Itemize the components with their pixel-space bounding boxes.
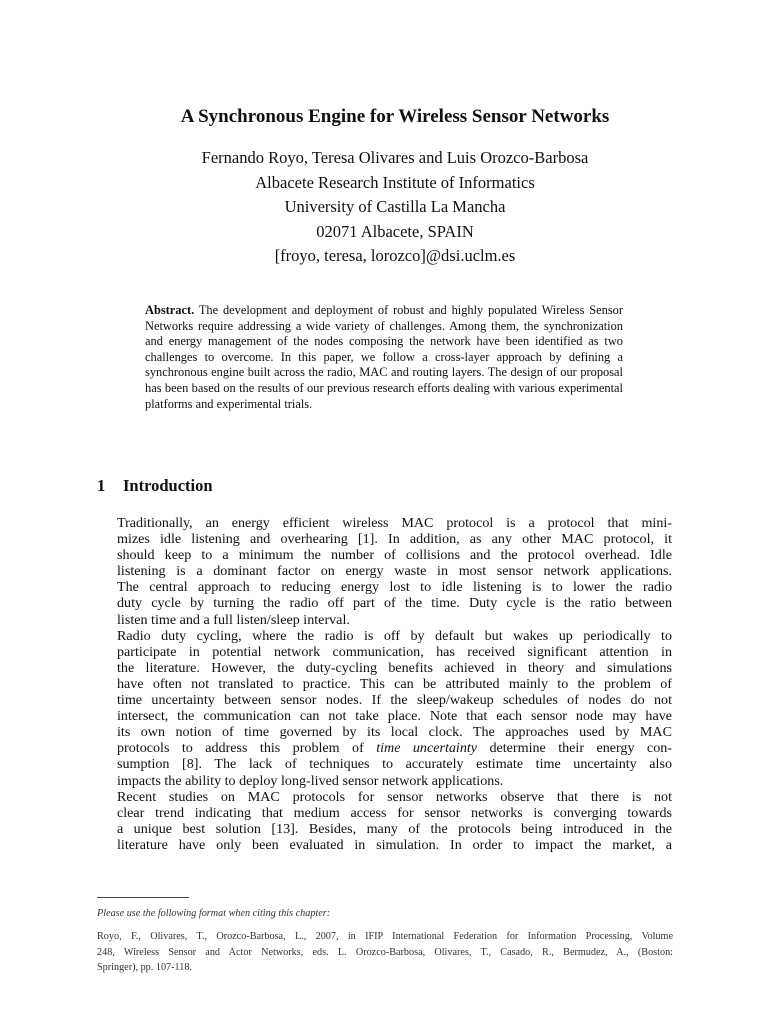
author-address: 02071 Albacete, SPAIN	[316, 221, 474, 241]
abstract-text: The development and deployment of robust and highly populated Wireless Sensor Networks require addressing a wide variety of challenges. Among them, the synchronization and energy management of the nodes composing the network have been identified as two challenges to overcome. In this paper, we follow a cross-layer approach by defining a synchronous engine built across the radio, MAC and routing layers. The design of our proposal has been based on the results of our previous research efforts dealing with various experimental platforms and experimental trials.	[145, 303, 624, 411]
paragraph-line: impacts the ability to deploy long-lived sensor network applications.	[117, 772, 504, 789]
paragraph-line: a unique best solution [13]. Besides, many of the protocols being introduced in the	[117, 820, 672, 837]
section-title: Introduction	[123, 476, 213, 495]
paragraph-line: The central approach to reducing energy lost to idle listening is to lower the radio	[117, 579, 672, 596]
paragraph-line: time uncertainty between sensor nodes. If the sleep/wakeup schedules of nodes do not	[117, 692, 672, 709]
paragraph-line: participate in potential network communication, has received significant attention in	[117, 643, 672, 660]
author-names: Fernando Royo, Teresa Olivares and Luis Orozco-Barbosa	[201, 148, 589, 167]
citation-line: 248, Wireless Sensor and Actor Networks, eds. L. Orozco-Barbosa, Olivares, T., Casado, R., Bermudez, A., (Boston:	[97, 946, 673, 958]
abstract	[145, 303, 623, 412]
paragraph	[97, 628, 672, 789]
author-emails: [froyo, teresa, lorozco]@dsi.uclm.es	[274, 246, 516, 265]
paragraph-line: protocols to address this problem of time uncertainty determine their energy con-	[117, 740, 672, 757]
citation-note: Please use the following format when citing this chapter:	[97, 908, 331, 919]
emphasis: time uncertainty	[376, 740, 478, 757]
paragraph-line: the literature. However, the duty-cycling benefits achieved in theory and simulations	[117, 659, 672, 676]
author-institute: Albacete Research Institute of Informatics	[255, 172, 535, 192]
paper-title: A Synchronous Engine for Wireless Sensor Networks	[180, 106, 610, 127]
paragraph-line: have often not translated to practice. This can be attributed mainly to the problem of	[117, 675, 672, 692]
section-number: 1	[97, 476, 106, 495]
paragraph	[97, 515, 672, 628]
author-block	[0, 146, 768, 269]
body-text	[97, 515, 672, 853]
section-heading	[97, 475, 213, 497]
paragraph-line: intersect, the communication can not take place. Note that each sensor node may have	[117, 708, 672, 725]
paragraph-line: clear trend indicating that medium access for sensor networks is converging towards	[117, 804, 672, 821]
citation-text	[97, 929, 673, 976]
paragraph-line: listening is a dominant factor on energy waste in most sensor network applications.	[117, 563, 672, 580]
citation-line: Royo, F., Olivares, T., Orozco-Barbosa, L., 2007, in IFIP International Federation for Information Processing, Volume	[97, 931, 673, 942]
paragraph-line: sumption [8]. The lack of techniques to accurately estimate time uncertainty also	[117, 756, 672, 773]
footnote-rule	[97, 897, 189, 898]
paragraph-line: mizes idle listening and overhearing [1]. In addition, as any other MAC protocol, it	[117, 531, 672, 548]
paragraph	[97, 789, 672, 853]
paragraph-line: Traditionally, an energy efficient wireless MAC protocol is a protocol that mini-	[117, 515, 672, 531]
paragraph-line: Recent studies on MAC protocols for sensor networks observe that there is not	[117, 788, 672, 805]
paragraph-line: Radio duty cycling, where the radio is off by default but wakes up periodically to	[117, 627, 672, 644]
paragraph-line: listen time and a full listen/sleep interval.	[117, 611, 350, 628]
citation-line: Springer), pp. 107-118.	[97, 962, 192, 973]
author-university: University of Castilla La Mancha	[284, 197, 506, 216]
paragraph-line: should keep to a minimum the number of collisions and the protocol overhead. Idle	[117, 547, 672, 564]
paragraph-line: its own notion of time governed by its local clock. The approaches used by MAC	[117, 724, 672, 741]
paragraph-line: duty cycle by turning the radio off part of the time. Duty cycle is the ratio between	[117, 595, 672, 612]
abstract-label: Abstract.	[145, 303, 195, 317]
paragraph-line: literature have only been evaluated in simulation. In order to impact the market, a	[117, 836, 672, 853]
